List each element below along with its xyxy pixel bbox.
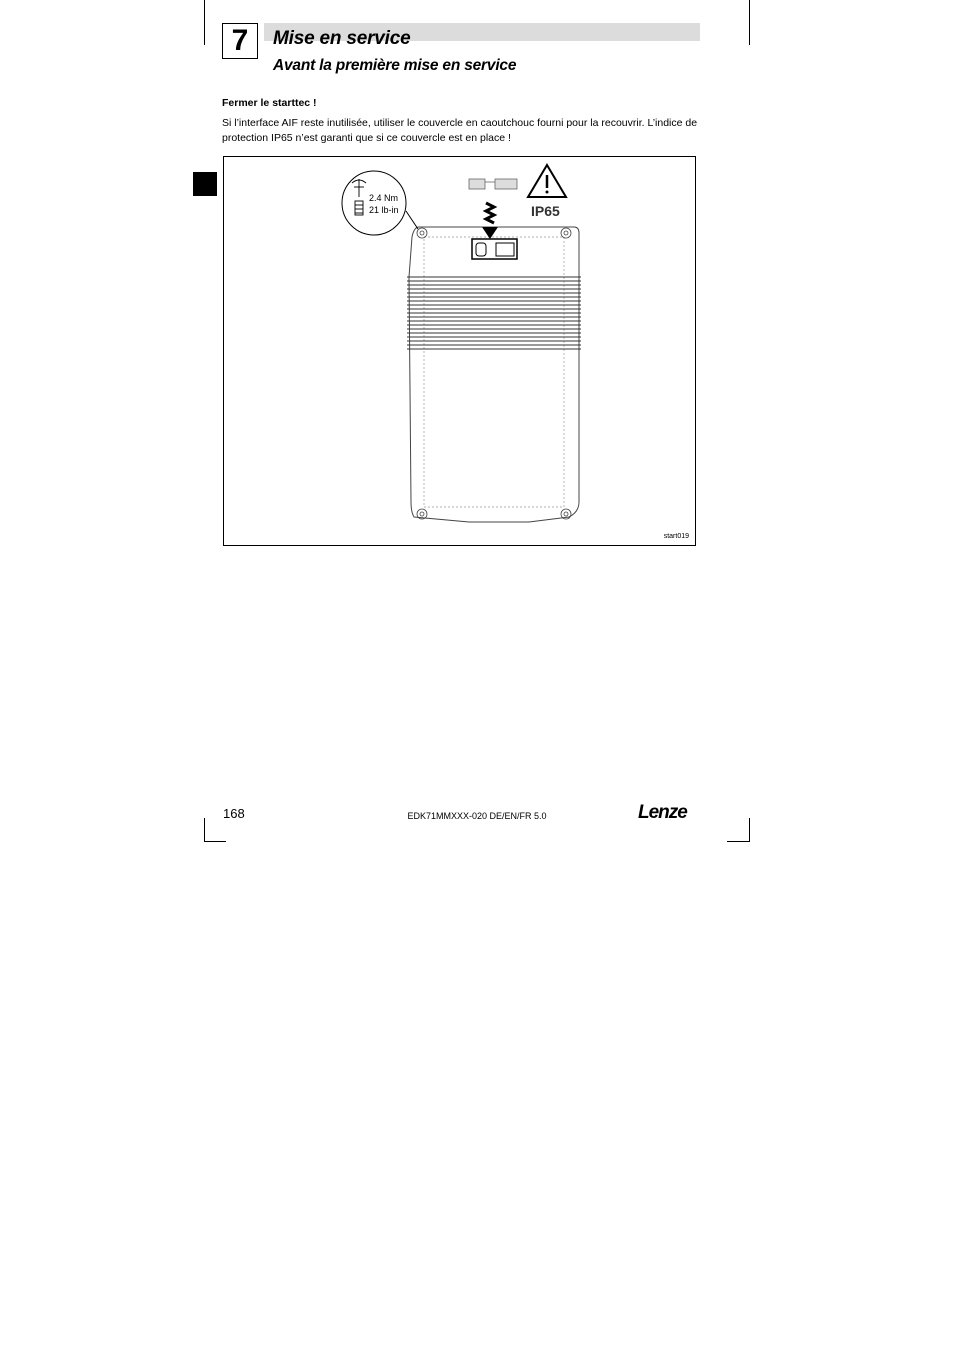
torque-nm: 2.4 Nm <box>369 193 399 203</box>
protection-label: IP65 <box>531 203 560 219</box>
chapter-side-tab <box>193 172 217 196</box>
crop-mark <box>749 0 750 45</box>
page-number: 168 <box>223 806 245 821</box>
brand-logo: Lenze <box>638 802 687 823</box>
page-subtitle: Avant la première mise en service <box>273 57 517 74</box>
figure-id: start019 <box>663 533 689 540</box>
document-reference: EDK71MMXXX-020 DE/EN/FR 5.0 <box>407 811 547 821</box>
crop-mark <box>204 841 226 842</box>
warning-triangle-icon <box>528 165 566 197</box>
crop-mark <box>204 0 205 45</box>
crop-mark <box>204 818 205 842</box>
torque-value <box>369 192 399 216</box>
device-figure <box>223 156 696 546</box>
torque-lbin: 21 lb-in <box>369 205 399 215</box>
crop-mark <box>727 841 749 842</box>
page-title: Mise en service <box>273 28 411 49</box>
section-paragraph: Si l’interface AIF reste inutilisée, utiliser le couvercle en caoutchouc fourni pour la recouvrir. L’indice de protection IP65 n’est garanti que si ce couvercle est en place ! <box>222 117 698 144</box>
cooling-fins <box>407 277 581 349</box>
arrow-down-icon <box>482 203 498 239</box>
section-heading: Fermer le starttec ! <box>222 97 317 109</box>
chapter-number: 7 <box>222 23 258 59</box>
screw-icon <box>417 228 571 519</box>
crop-mark <box>749 818 750 842</box>
device-drawing <box>224 157 697 547</box>
rubber-cover-icon <box>469 179 517 189</box>
